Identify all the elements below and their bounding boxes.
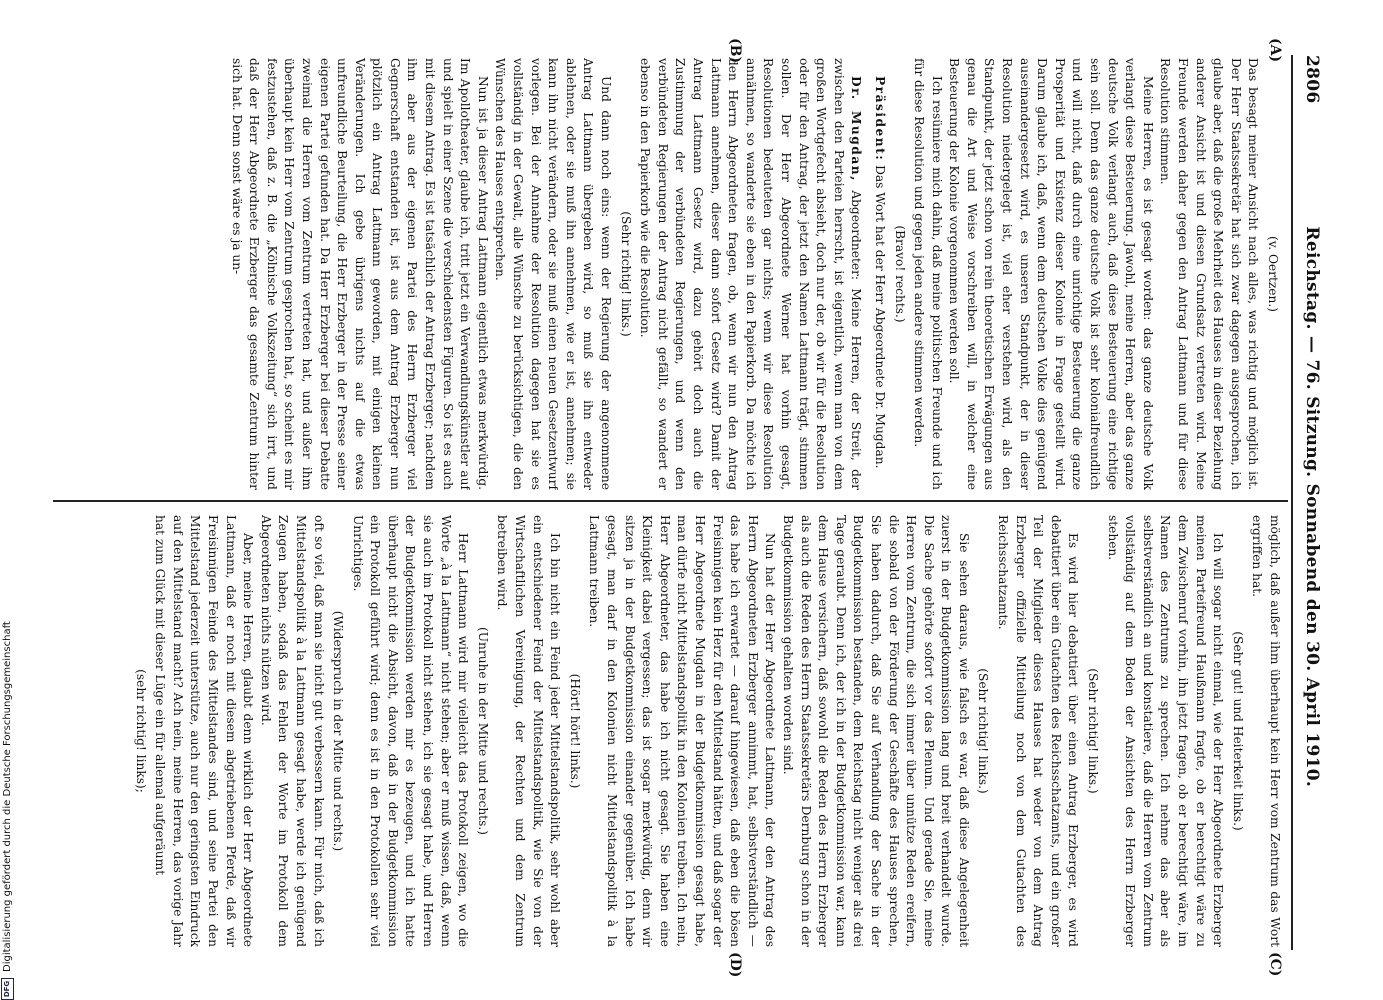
page-number: 2806 (1302, 55, 1322, 104)
interjection: (Bravo! rechts.) (892, 225, 907, 323)
dfg-logo-icon: DFG (1, 978, 14, 1000)
interjection: (Unruhe in der Mitte und rechts.) (475, 627, 490, 835)
header-rule (1291, 55, 1293, 950)
interjection: (Sehr richtig! links.) (1086, 668, 1101, 794)
paragraph: Es wird hier debattiert über einen Antrag Erzberger, es wird debattiert über ein Gutachten des Reichsschatzamts, und ein großer Teil der Mitglieder dieses Hauses hat weder von dem Antrag Erzberger offizielle Mitteilung noch von dem Gutachten des Reichsschatzamts. (996, 515, 1081, 947)
paragraph: Nun ist ja dieser Antrag Lattmann eigentlich etwas merkwürdig. Im Apollotheater, glaube ich, tritt jetzt ein Verwandlungskünstler auf und spielt in einer Szene die verschiedensten Figuren. So ist es auch mit diesem Antrag. Es ist tatsächlich der Antrag Erzberger; nachdem ihm aber aus der eigenen Partei des Herrn Erzberger viel Gegnerschaft entstanden ist, ist aus dem Antrag Erzberger nun plötzlich ein Antrag Lattmann geworden, mit einigen kleinen Veränderungen. Ich gebe übrigens nichts auf die etwas unfreundliche Beurteilung, die Herr Erzberger in der Presse seiner eigenen Partei gefunden hat. Da Herr Erzberger bei dieser Debatte zweimal die Herren vom Zentrum vertreten hat, und außer ihm überhaupt kein Herr vom Zentrum gesprochen hat, so scheint es mir festzustehen, daß z. B. die „Kölnische Volkszeitung“ sich irrt, und daß der Herr Abgeordnete Erzberger das gesamte Zentrum hinter sich hat. Denn sonst wäre es ja un- (229, 58, 490, 490)
interjection: (Widerspruch in der Mitte und rechts.) (331, 610, 346, 852)
mugdan-label: Dr. Mugdan, (849, 76, 864, 182)
interjection: (Hört! hört! links.) (567, 673, 582, 789)
digitization-text: Digitalisierung gefördert durch die Deutsche Forschungsgemeinschaft (1, 621, 13, 972)
paragraph: Das besagt meiner Ansicht nach alles, was richtig und möglich ist. Der Herr Staatssekretär hat sich zwar dagegen ausgesprochen, ich glaube aber, daß die große Mehrheit des Hauses in dieser Beziehung anderer Ansicht ist und diesen Grundsatz vertreten wird. Meine Freunde werden daher gegen den Antrag Lattmann und für diese Resolution stimmen. (1158, 58, 1261, 490)
president-label: Präsident: (872, 76, 887, 162)
margin-mark-d: (D) (727, 952, 743, 978)
page-header (1296, 55, 1328, 950)
margin-mark-a: (A) (1267, 38, 1283, 63)
paragraph: Und dann noch eins: wenn der Regierung der angenommene Antrag Lattmann übergeben wird, so muß sie ihn entweder ablehnen, oder sie muß ihn annehmen, wie er ist, annehmen; sie kann ihn nicht verändern, oder sie muß einen neuen Gesetzentwurf vorlegen. Bei der Annahme der Resolution dagegen hat sie es vollständig in der Gewalt, alle Wünsche zu berücksichtigen, die den Wünschen des Hauses entsprechen. (493, 58, 614, 490)
interjection: (Sehr gut! und Heiterkeit links.) (1230, 631, 1245, 831)
paragraph: Ich will sogar nicht einmal, wie der Herr Abgeordnete Erzberger meinen Parteifreund Haußmann fragte, ob er berechtigt wäre zu dem Zwischenruf vorhin, ihn jetzt fragen, ob er berechtigt wäre, im Namen des Zentrums zu sprechen. Ich nehme das aber als selbstverständlich an und konstatiere, daß die Herren vom Zentrum vollständig auf dem Boden der Ansichten des Herrn Erzberger stehen. (1105, 515, 1226, 947)
president-text: Das Wort hat der Herr Abgeordnete Dr. Mugdan. (872, 165, 887, 469)
president-line (870, 58, 888, 490)
digitization-note (0, 0, 14, 1000)
left-column (53, 58, 1283, 490)
paragraph: möglich, daß außer ihm überhaupt kein Herr vom Zentrum das Wort ergriffen hat. (1250, 515, 1282, 947)
paragraph: Herr Lattmann wird mir vielleicht das Protokoll zeigen, wo die Worte „à la Lattmann“ nicht stehen; aber er muß wissen, daß, wenn sie auch im Protokoll nicht stehen, ich sie gesagt habe, und Herren der Budgetkommission werden mir es bezeugen, und ich hatte überhaupt nicht die Absicht, davon, daß in der Budgetkommission ein Protokoll geführt wird; denn es ist in den Protokollen sehr viel Unrichtiges. (350, 515, 471, 947)
speaker-tag: (v. Oertzen.) (1266, 236, 1280, 312)
paragraph: Ich bin nicht ein Feind jeder Mittelstandspolitik, sehr wohl aber ein entschiedener Feind der Mittelstandspolitik, wie Sie von der Wirtschaftlichen Vereinigung, der Rechten und dem Zentrum betreiben wird. (495, 515, 563, 947)
interjection: (sehr richtig! links); (133, 669, 148, 793)
interjection: (Sehr richtig! links.) (618, 211, 633, 337)
margin-mark-c: (C) (1267, 952, 1283, 977)
paragraph: Ich resümiere mich dahin, daß meine politischen Freunde und ich für diese Resolution und gegen jeden andere stimmen werden. (912, 58, 944, 490)
page-title: Reichstag. — 76. Sitzung. Sonnabend den 30. April 1910. (1302, 226, 1322, 788)
paragraph: Sie sehen daraus, wie falsch es war, daß diese Angelegenheit zuerst in der Budgetkommission lang und breit verhandelt wurde. Die Sache gehörte sofort vor das Plenum. Und gerade Sie, meine Herren vom Zentrum, die sich immer über unnütze Reden ereifern, die sobald von der Förderung der Geschäfte des Hauses sprechen, Sie haben dadurch, daß Sie auf Verhandlung der Sache in der Budgetkommission bestanden, dem Reichstag nicht weniger als drei Tage geraubt. Denn ich, der ich in der Budgetkommission war, kann dem Hause versichern, daß sowohl die Reden des Herrn Erzberger als auch die Reden des Herrn Staatssekretärs Dernburg schon in der Budgetkommission gehalten worden sind. (780, 515, 971, 947)
paragraph: Aber, meine Herren, glaubt denn wirklich der Herr Abgeordnete Lattmann, daß er noch mit diesem abgetriebenen Pferde, daß wir Freisinnigen Feinde des Mittelstandes sind, und seine Partei den Mittelstand jederzeit unterstütze, auch nur den geringsten Eindruck auf den Mittelstand macht? Ach nein, meine Herren, das vorige Jahr hat zum Glück mit dieser Lüge ein für allemal aufgeräumt (153, 515, 256, 947)
paragraph: Nun hat der Herr Abgeordnete Lattmann, der den Antrag des Herrn Abgeordneten Erzberger annimmt, hat, selbstverständlich — das habe ich erwartet — darauf hingewiesen, daß eben die bösen Freisinnigen kein Herz für den Mittelstand hätten, und daß sogar der Herr Abgeordnete Mugdan in der Budgetkommission gesagt habe, man dürfe nicht Mittelstandspolitik in den Kolonien treiben. Ich nein, Herr Abgeordneter, das habe ich nicht gesagt. Sie haben eine Kleinigkeit dabei vergessen; das ist sogar merkwürdig, denn wir sitzen ja in der Budgetkommission einander gegenüber. Ich habe gesagt, man darf in den Kolonien nicht Mittelstandspolitik à la Lattmann treiben. (587, 515, 778, 947)
margin-mark-b: (B) (727, 38, 743, 64)
interjection: (Sehr richtig! links.) (976, 668, 991, 794)
right-column (53, 515, 1283, 947)
paragraph: Meine Herren, es ist gesagt worden: das ganze deutsche Volk verlangt diese Besteuerung. Jawohl, meine Herren, aber das ganze deutsche Volk verlangt auch, daß diese Besteuerung eine richtige sein soll. Denn das ganze deutsche Volk ist sehr kolonialfreundlich und will nicht, daß durch eine unrichtige Besteuerung die ganze Prosperität und Existenz dieser Kolonie in Frage gestellt wird. Darum glaube ich, daß, wenn dem deutschen Volke dies genügend auseinandergesetzt wird, es unseren Standpunkt, der in dieser Resolution niedergelegt ist, viel eher verstehen wird, als den Standpunkt, der jetzt schon von rein theoretischen Erwägungen aus genau die Art und Weise vorschreiben will, in welcher eine Besteuerung der Kolonie vorgenommen werden soll. (947, 58, 1155, 490)
mugdan-line (636, 58, 865, 490)
mugdan-intro: Abgeordneter: Meine Herren, der Streit, der zwischen den Parteien herrscht, ist eigentlich, wenn man von dem großen Wortgefecht absieht, doch nur der, ob wir für die Resolution oder für den Antrag, der jetzt den Namen Lattmann trägt, stimmen sollen. Der Herr Abgeordnete Werner hat vorhin gesagt, Resolutionen bedeuteten gar nichts; wenn wir diese Resolution annähmen, so wanderte sie eben in den Papierkorb. Da möchte ich den Herrn Abgeordneten fragen, ob, wenn wir nun den Antrag Lattmann annehmen, dieser dann sofort Gesetz wird? Damit der Antrag Lattmann Gesetz wird, dazu gehört doch auch die Zustimmung der verbündeten Regierungen, und wenn den verbündeten Regierungen der Antrag nicht gefällt, so wandert er ebenso in den Papierkorb wie die Resolution. (638, 58, 864, 490)
paragraph: oft so viel, daß man sie nicht gut verbessern kann. Für mich, daß ich Mittelstandspolitik à la Lattmann gesagt habe, werde ich genügend Zeugen haben, sodaß das Fehlen der Worte im Protokoll dem Abgeordneten nichts nützen wird. (258, 515, 326, 947)
column-divider (53, 500, 1288, 502)
